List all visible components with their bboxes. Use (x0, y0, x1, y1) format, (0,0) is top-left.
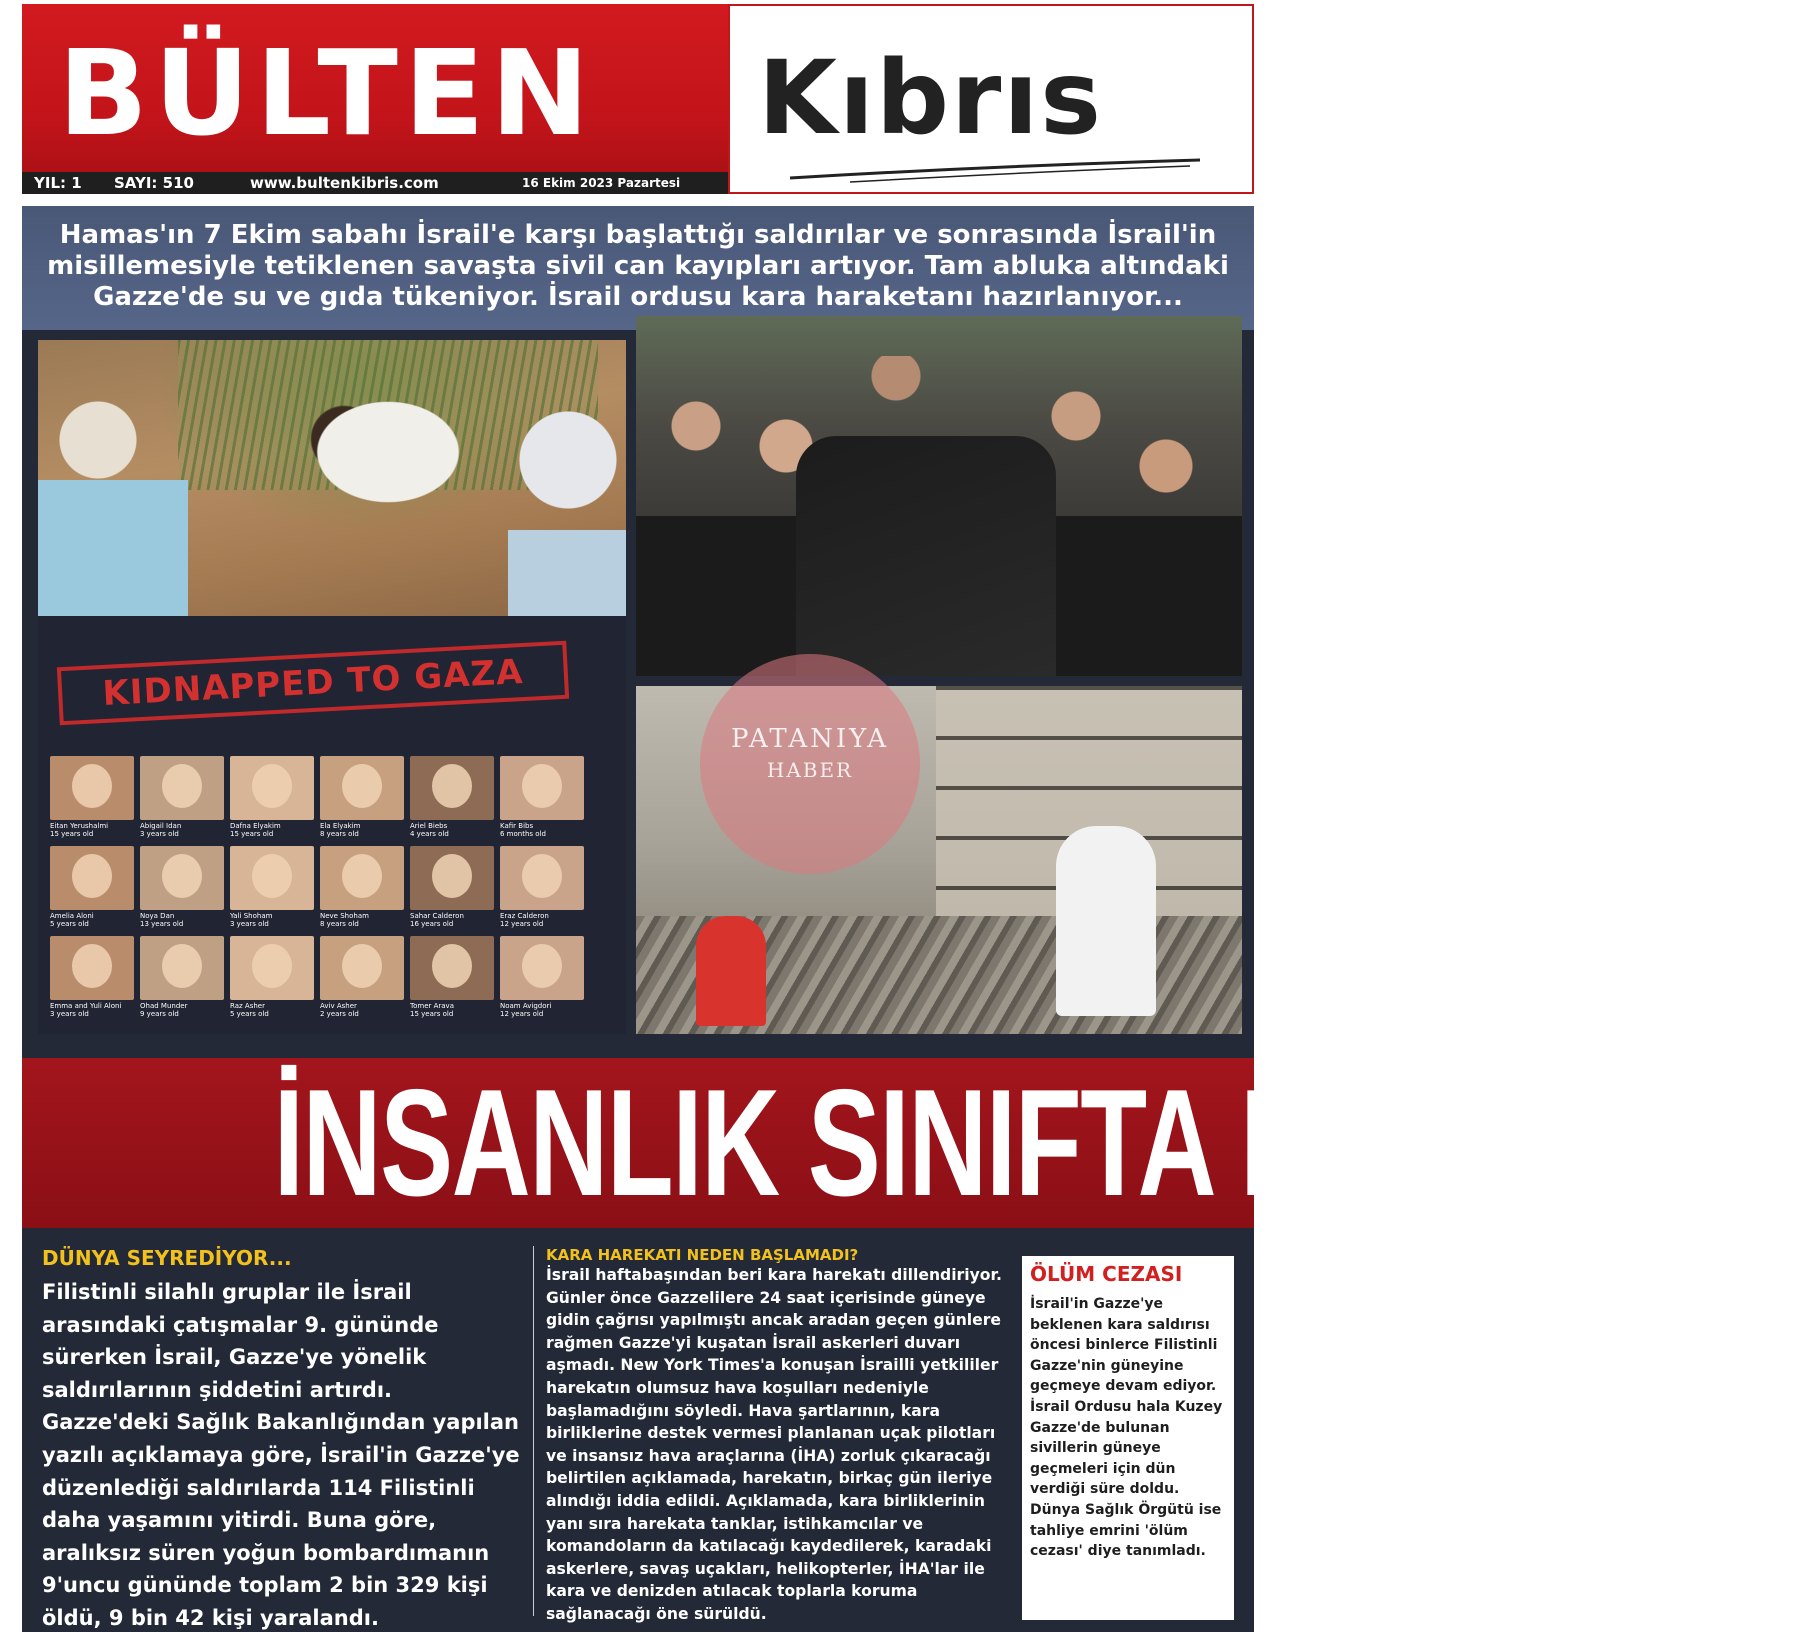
photo-destroyed-building (636, 686, 1242, 1034)
child-name: Dafna Elyakim (230, 822, 281, 830)
child-age: 15 years old (410, 1010, 454, 1018)
watermark-line1: PATANIYA (730, 724, 890, 754)
child-age: 15 years old (230, 830, 274, 838)
column-divider (533, 1246, 534, 1616)
kidnapped-child-card (320, 846, 404, 934)
kidnapped-poster (38, 616, 626, 1034)
lead-summary: Hamas'ın 7 Ekim sabahı İsrail'e karşı başlattığı saldırılar ve sonrasında İsrail'in misillemesiyle tetiklenen savaşta sivil can kayıpları artıyor. Tam abluka altındaki Gazze'de su ve gıda tükeniyor. İsrail ordusu kara haraketanı hazırlanıyor... (22, 206, 1254, 330)
child-name: Noya Dan (140, 912, 175, 920)
child-name: Tomer Arava (410, 1002, 454, 1010)
photo-mourners (636, 316, 1242, 676)
child-age: 12 years old (500, 1010, 544, 1018)
kidnapped-child-card (410, 936, 494, 1024)
issue-date: 16 Ekim 2023 Pazartesi (522, 176, 681, 190)
article-body: Filistinli silahlı gruplar ile İsrail arasındaki çatışmalar 9. gününde sürerken İsrail, Gazze'ye yönelik saldırılarının şiddetini artırdı. Gazze'deki Sağlık Bakanlığından yapılan yazılı açıklamaya göre, İsrail'in Gazze'ye düzenlediği saldırılarda 114 Filistinli daha yaşamını yitirdi. Buna göre, aralıksız süren yoğun bombardımanın 9'uncu gününde toplam 2 bin 329 kişi öldü, 9 bin 42 kişi yaralandı. (42, 1280, 520, 1630)
child-name: Kafir Bibs (500, 822, 534, 830)
photo-child-left (38, 380, 188, 616)
child-age: 9 years old (140, 1010, 179, 1018)
child-photo (500, 936, 584, 1000)
brand-title-right: Kıbrıs (758, 39, 1103, 158)
brand-title-left: BÜLTEN (58, 24, 596, 162)
child-photo (320, 936, 404, 1000)
kidnapped-child-card (50, 936, 134, 1024)
article-death-sentence (1022, 1256, 1234, 1620)
kidnapped-child-card (320, 756, 404, 844)
child-name: Amelia Aloni (50, 912, 94, 920)
kidnapped-child-card (50, 846, 134, 934)
child-name: Ohad Munder (140, 1002, 188, 1010)
kidnapped-title: KIDNAPPED TO GAZA (57, 641, 569, 726)
kidnapped-children-grid (50, 756, 610, 1026)
kidnapped-child-card (140, 756, 224, 844)
kidnapped-child-card (500, 756, 584, 844)
child-age: 15 years old (50, 830, 94, 838)
child-photo (50, 756, 134, 820)
child-name: Ariel Biebs (410, 822, 448, 830)
child-age: 8 years old (320, 920, 359, 928)
kidnapped-child-card (140, 846, 224, 934)
photo-desert-scene (38, 340, 626, 616)
child-name: Noam Avigdori (500, 1002, 552, 1010)
child-age: 4 years old (410, 830, 449, 838)
child-photo (410, 756, 494, 820)
kidnapped-child-card (500, 936, 584, 1024)
main-headline (22, 1058, 1568, 1228)
watermark-stamp (700, 654, 920, 874)
article-ground-operation (546, 1246, 1012, 1626)
child-name: Eitan Yerushalmi (50, 822, 109, 830)
kidnapped-child-card (320, 936, 404, 1024)
child-photo (230, 756, 314, 820)
kidnapped-child-card (500, 846, 584, 934)
child-age: 5 years old (50, 920, 89, 928)
child-photo (500, 756, 584, 820)
child-photo (140, 936, 224, 1000)
child-age: 3 years old (50, 1010, 89, 1018)
masthead-logo-block (728, 4, 1254, 194)
watermark-line2: HABER (766, 758, 854, 782)
article-world-watching (42, 1246, 522, 1635)
issue-label: SAYI: 510 (114, 174, 194, 192)
child-name: Abigail Idan (140, 822, 182, 830)
child-age: 16 years old (410, 920, 454, 928)
child-name: Sahar Calderon (410, 912, 464, 920)
kidnapped-child-card (230, 846, 314, 934)
photo-adult-sheltering (278, 400, 498, 530)
child-photo (320, 846, 404, 910)
kidnapped-child-card (140, 936, 224, 1024)
child-name: Aviv Asher (320, 1002, 357, 1010)
child-photo (230, 846, 314, 910)
child-name: Raz Asher (230, 1002, 265, 1010)
child-age: 3 years old (230, 920, 269, 928)
kidnapped-child-card (410, 756, 494, 844)
child-name: Yali Shoham (230, 912, 273, 920)
child-name: Neve Shoham (320, 912, 369, 920)
child-photo (410, 846, 494, 910)
year-label: YIL: 1 (34, 174, 82, 192)
child-photo (140, 756, 224, 820)
photo-child-right (508, 410, 626, 616)
kidnapped-child-card (230, 936, 314, 1024)
photo-woman-red (696, 916, 766, 1026)
child-photo (50, 936, 134, 1000)
child-age: 5 years old (230, 1010, 269, 1018)
kidnapped-child-card (230, 756, 314, 844)
child-age: 3 years old (140, 830, 179, 838)
logo-swoosh-icon (790, 156, 1210, 186)
child-photo (140, 846, 224, 910)
child-age: 2 years old (320, 1010, 359, 1018)
website-link[interactable]: www.bultenkibris.com (250, 174, 439, 192)
article-body: İsrail'in Gazze'ye beklenen kara saldırısı öncesi binlerce Filistinli Gazze'nin güneyine geçmeye devam ediyor. İsrail Ordusu hala Kuzey Gazze'de bulunan sivillerin güneye geçmeleri için dün verdiği süre doldu. Dünya Sağlık Örgütü ise tahliye emrini 'ölüm cezası' diye tanımladı. (1030, 1296, 1223, 1560)
article-body: İsrail haftabaşından beri kara harekatı dillendiriyor. Günler önce Gazzelilere 24 saat içerisinde güneye gidin çağrısı yapılmıştı ancak aradan geçen günlere rağmen Gazze'yi kuşatan İsrail askerleri duvarı aşmadı. New York Times'a konuşan İsrailli yetkililer harekatın olumsuz hava koşulları nedeniyle başlamadığını söyledi. Hava şartlarının, kara birliklerine destek vermesi planlanan uçak pilotları ve insansız hava araçlarına (İHA) zorluk çıkaracağı belirtilen açıklamada, harekatın, birkaç gün ileriye alındığı iddia edildi. Açıklamada, kara birliklerinin yanı sıra harekata tanklar, istihkamcılar ve komandoların da katılacağı kaydedilerek, karadaki askerlere, savaş uçakları, helikopterler, İHA'lar ile kara ve denizden atılacak toplarla koruma sağlanacağı öne sürüldü. (546, 1266, 1002, 1623)
child-photo (320, 756, 404, 820)
masthead-brand-block (22, 4, 728, 194)
child-age: 12 years old (500, 920, 544, 928)
child-name: Ela Elyakim (320, 822, 361, 830)
child-age: 6 months old (500, 830, 546, 838)
photo-man-white (1056, 826, 1156, 1016)
article-kicker: KARA HAREKATI NEDEN BAŞLAMADI? (546, 1246, 859, 1264)
child-photo (410, 936, 494, 1000)
kidnapped-child-card (50, 756, 134, 844)
child-age: 13 years old (140, 920, 184, 928)
kidnapped-child-card (410, 846, 494, 934)
child-name: Eraz Calderon (500, 912, 549, 920)
child-age: 8 years old (320, 830, 359, 838)
child-name: Emma and Yuli Aloni (50, 1002, 122, 1010)
main-headline-text: İNSANLIK SINIFTA KALDI (273, 1058, 1568, 1228)
article-kicker: ÖLÜM CEZASI (1030, 1262, 1183, 1286)
child-photo (500, 846, 584, 910)
article-kicker: DÜNYA SEYREDİYOR... (42, 1246, 292, 1270)
child-photo (50, 846, 134, 910)
front-page (22, 206, 1568, 1632)
masthead (22, 4, 1254, 194)
masthead-info-strip (22, 172, 728, 194)
photo-embrace (796, 436, 1056, 676)
child-photo (230, 936, 314, 1000)
